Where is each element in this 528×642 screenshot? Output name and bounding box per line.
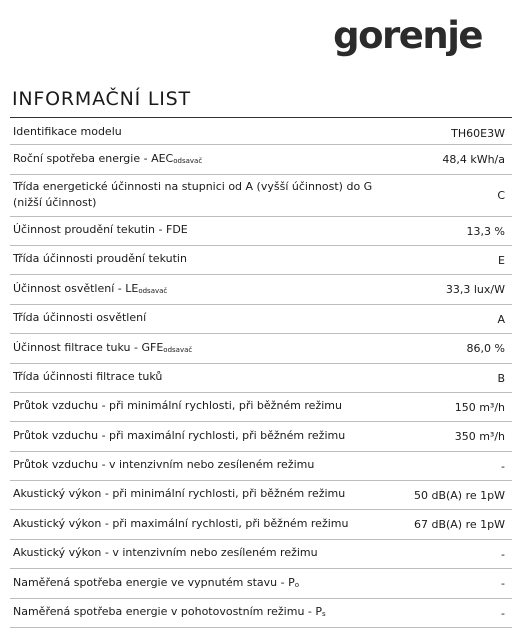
row-value: 150 m³/h (454, 400, 505, 414)
row-label-text: Průtok vzduchu - při minimální rychlosti, při běžném režimu (13, 399, 342, 412)
row-value: 33,3 lux/W (445, 283, 505, 296)
row-label (10, 310, 146, 328)
table-row (10, 217, 512, 246)
table-row (10, 452, 512, 481)
table-row (10, 175, 512, 217)
row-label (10, 457, 314, 475)
row-label (10, 604, 326, 622)
table-row (10, 305, 512, 334)
table-row (10, 122, 512, 145)
table-row (10, 481, 512, 510)
row-label-text: Účinnost osvětlení - LE (13, 281, 139, 295)
table-row (10, 599, 512, 628)
row-label-text: Účinnost filtrace tuku - GFE (13, 340, 164, 354)
row-label-text: Třída účinnosti osvětlení (13, 311, 147, 324)
row-value: 67 dB(A) re 1pW (413, 518, 505, 531)
row-label-subscript: odsavač (173, 156, 203, 165)
table-row (10, 246, 512, 275)
row-value: C (497, 189, 505, 202)
row-value: 86,0 % (466, 342, 505, 355)
row-label-text: Akustický výkon - při maximální rychlosti, při běžném režimu (13, 516, 349, 530)
row-label-text: Akustický výkon - při minimální rychlosti, při běžném režimu (13, 487, 346, 500)
row-label (10, 575, 299, 593)
row-label-text: Třída energetické účinnosti na stupnici od A (vyšší účinnost) do G (nižší účinnost) (13, 179, 373, 209)
row-label (10, 222, 188, 240)
brand-logo: gorenje (333, 14, 482, 57)
title-divider (10, 117, 512, 118)
row-label (10, 486, 345, 504)
table-row (10, 145, 512, 175)
row-label-text: Identifikace modelu (13, 125, 122, 138)
row-label-text: Průtok vzduchu - v intenzivním nebo zesíleném režimu (13, 458, 315, 471)
row-label-text: Třída účinnosti proudění tekutin (13, 252, 187, 265)
row-value: 13,3 % (466, 224, 505, 238)
row-value: E (498, 253, 505, 267)
row-value: 50 dB(A) re 1pW (413, 488, 505, 502)
table-row (10, 422, 512, 452)
row-value: - (501, 577, 505, 590)
row-label (10, 545, 318, 563)
table-row (10, 540, 512, 569)
row-value: - (501, 459, 505, 473)
row-label-subscript: odsavač (163, 345, 193, 354)
row-label (10, 179, 373, 213)
table-row (10, 364, 512, 393)
table-row (10, 334, 512, 364)
row-label (10, 340, 192, 358)
row-label-text: Akustický výkon - v intenzivním nebo zesíleném režimu (13, 546, 318, 559)
row-label-subscript: o (294, 580, 300, 589)
row-value: 48,4 kWh/a (442, 153, 505, 166)
row-label (10, 369, 162, 387)
row-label (10, 281, 167, 299)
table-row (10, 275, 512, 305)
row-value: - (501, 547, 505, 561)
table-row (10, 569, 512, 599)
row-label-subscript: s (322, 610, 326, 618)
row-label-text: Účinnost proudění tekutin - FDE (13, 223, 188, 236)
row-label (10, 428, 345, 446)
row-value: TH60E3W (451, 126, 505, 140)
row-label (10, 124, 122, 142)
page-title: INFORMAČNÍ LIST (12, 88, 191, 110)
table-row (10, 393, 512, 422)
row-label-text: Roční spotřeba energie - AEC (13, 151, 174, 165)
row-value: B (497, 371, 505, 385)
row-label (10, 251, 187, 269)
row-label-text: Naměřená spotřeba energie ve vypnutém stavu - P (13, 575, 295, 589)
info-table (10, 122, 512, 628)
row-label-text: Průtok vzduchu - při maximální rychlosti, při běžném režimu (13, 428, 346, 442)
row-value: 350 m³/h (454, 430, 505, 443)
row-label (10, 516, 348, 534)
row-label (10, 151, 202, 169)
table-row (10, 510, 512, 540)
row-value: - (501, 606, 505, 620)
row-value: A (497, 312, 505, 326)
row-label (10, 398, 342, 416)
row-label-text: Třída účinnosti filtrace tuků (13, 370, 163, 383)
row-label-subscript: odsavač (138, 286, 168, 295)
row-label-text: Naměřená spotřeba energie v pohotovostním režimu - P (13, 605, 323, 618)
